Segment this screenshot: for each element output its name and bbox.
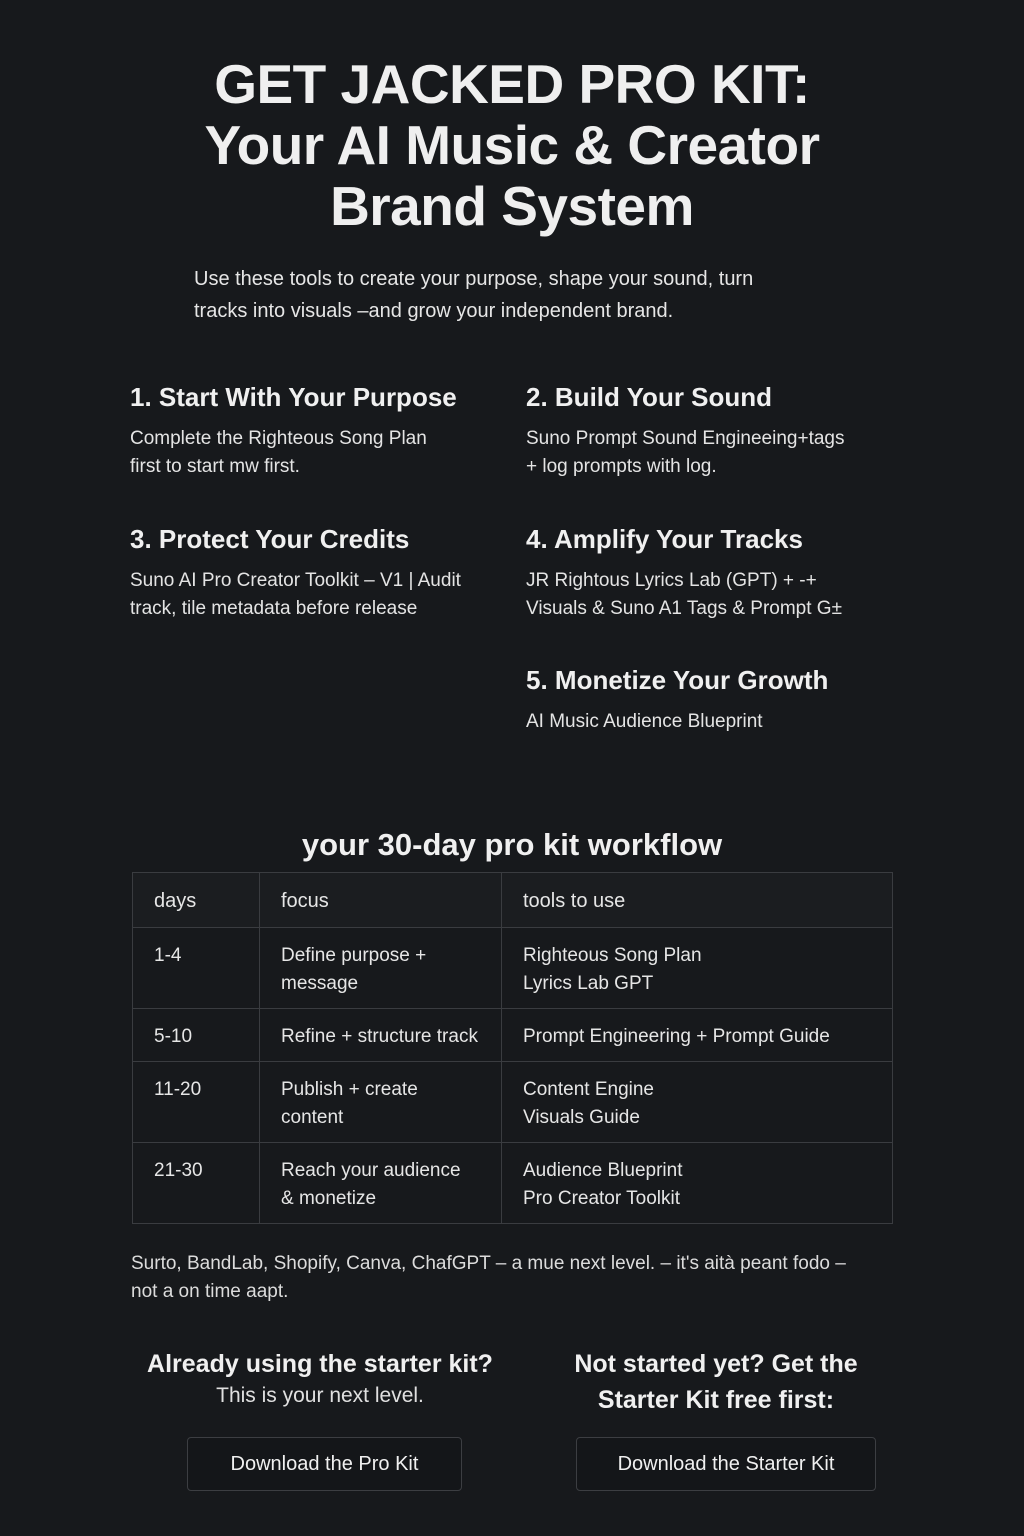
step-line: Suno Prompt Sound Engineeing+tags xyxy=(526,428,845,449)
cell-focus xyxy=(260,1062,502,1143)
step-line: Complete the Righteous Song Plan xyxy=(130,428,427,449)
cell-days: 11-20 xyxy=(133,1062,260,1143)
cell-focus xyxy=(260,1143,502,1224)
cell-line: Refine + structure track xyxy=(281,1026,478,1047)
step-line: Visuals & Suno A1 Tags & Prompt G± xyxy=(526,598,843,619)
step-amplify xyxy=(526,523,896,623)
page-title xyxy=(100,54,924,237)
step-sound xyxy=(526,381,896,481)
step-title: 4. Amplify Your Tracks xyxy=(526,524,803,554)
cell-line: Pro Creator Toolkit xyxy=(523,1188,680,1209)
step-title: 5. Monetize Your Growth xyxy=(526,665,829,695)
step-description xyxy=(526,708,896,736)
download-pro-kit-button[interactable]: Download the Pro Kit xyxy=(187,1437,462,1491)
intro-line: tracks into visuals –and grow your independent brand. xyxy=(194,300,674,322)
note-line: not a on time aapt. xyxy=(131,1281,289,1302)
download-starter-kit-button[interactable]: Download the Starter Kit xyxy=(576,1437,876,1491)
cell-line: & monetize xyxy=(281,1188,377,1209)
step-description xyxy=(130,425,500,481)
step-purpose xyxy=(130,381,500,481)
step-title: 3. Protect Your Credits xyxy=(130,524,410,554)
tools-note xyxy=(131,1250,901,1306)
cta-heading-line: Not started yet? Get the xyxy=(574,1350,858,1378)
cta-starter-kit xyxy=(526,1346,906,1418)
cell-line: message xyxy=(281,973,359,994)
step-line: + log prompts with log. xyxy=(526,456,717,477)
title-line: Your AI Music & Creator xyxy=(204,114,820,176)
note-line: Surto, BandLab, Shopify, Canva, ChafGPT – a mue next level. – it's aità peant fodo – xyxy=(131,1253,846,1274)
cell-line: Audience Blueprint xyxy=(523,1160,683,1181)
step-description xyxy=(526,425,896,481)
cell-days: 21-30 xyxy=(133,1143,260,1224)
cell-line: Define purpose + xyxy=(281,945,427,966)
column-header-focus: focus xyxy=(260,873,502,928)
cta-subtext: This is your next level. xyxy=(216,1384,424,1407)
cell-line: Publish + create xyxy=(281,1079,418,1100)
table-row xyxy=(133,1009,893,1062)
cta-heading: Already using the starter kit? xyxy=(147,1350,493,1378)
title-line: GET JACKED PRO KIT: xyxy=(214,53,810,115)
column-header-tools: tools to use xyxy=(502,873,893,928)
intro-line: Use these tools to create your purpose, shape your sound, turn xyxy=(194,268,754,290)
cell-tools xyxy=(502,1062,893,1143)
table-row xyxy=(133,1062,893,1143)
cell-focus xyxy=(260,928,502,1009)
workflow-table xyxy=(132,872,893,1224)
step-line: Suno AI Pro Creator Toolkit – V1 | Audit xyxy=(130,570,461,591)
cell-days: 5-10 xyxy=(133,1009,260,1062)
cell-line: Reach your audience xyxy=(281,1160,461,1181)
table-header-row xyxy=(133,873,893,928)
intro-text xyxy=(194,263,834,327)
cell-line: Content Engine xyxy=(523,1079,654,1100)
cell-line: Lyrics Lab GPT xyxy=(523,973,654,994)
step-credits xyxy=(130,523,500,623)
step-line: JR Rightous Lyrics Lab (GPT) + -+ xyxy=(526,570,817,591)
cell-line: Righteous Song Plan xyxy=(523,945,702,966)
cta-heading xyxy=(526,1346,906,1418)
cell-tools xyxy=(502,1143,893,1224)
title-line: Brand System xyxy=(330,175,694,237)
step-description xyxy=(526,567,896,623)
cell-days: 1-4 xyxy=(133,928,260,1009)
cell-line: content xyxy=(281,1107,344,1128)
step-line: track, tile metadata before release xyxy=(130,598,418,619)
step-title: 2. Build Your Sound xyxy=(526,382,773,412)
table-row xyxy=(133,1143,893,1224)
step-title: 1. Start With Your Purpose xyxy=(130,382,457,412)
cell-tools xyxy=(502,1009,893,1062)
step-monetize xyxy=(526,664,896,736)
cta-heading-line: Starter Kit free first: xyxy=(597,1386,835,1414)
table-row xyxy=(133,928,893,1009)
step-description xyxy=(130,567,500,623)
cell-tools xyxy=(502,928,893,1009)
cta-pro-kit xyxy=(120,1346,520,1410)
column-header-days: days xyxy=(133,873,260,928)
cell-line: Prompt Engineering + Prompt Guide xyxy=(523,1026,830,1047)
step-line: first to start mw first. xyxy=(130,456,300,477)
cell-line: Visuals Guide xyxy=(523,1107,640,1128)
workflow-title: your 30-day pro kit workflow xyxy=(301,827,723,862)
cell-focus xyxy=(260,1009,502,1062)
step-line: AI Music Audience Blueprint xyxy=(526,711,763,732)
